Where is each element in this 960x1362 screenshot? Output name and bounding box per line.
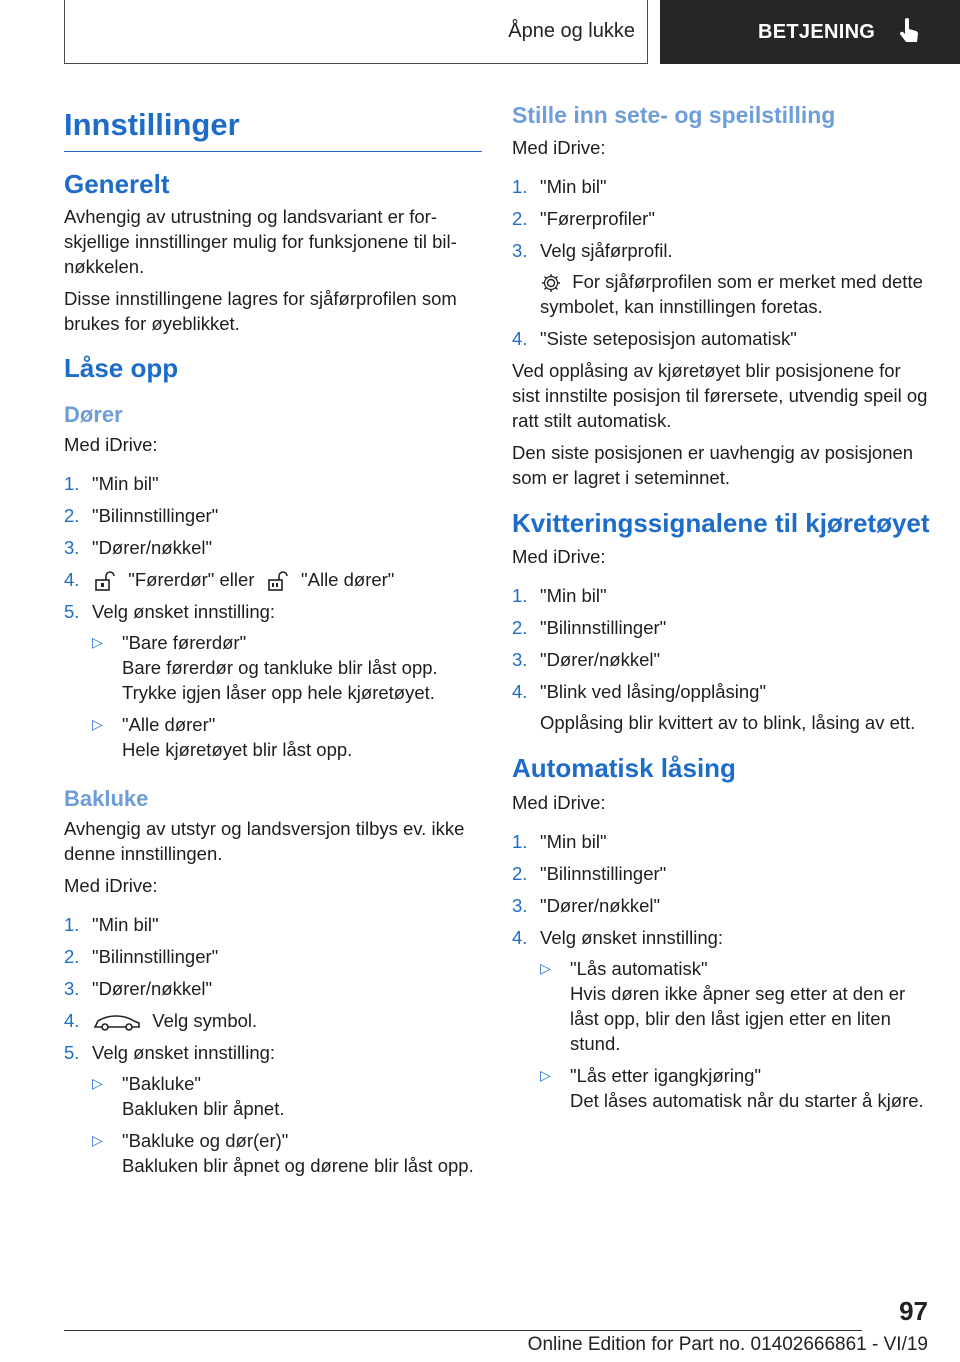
sete-intro: Med iDrive: xyxy=(512,137,606,158)
list-item: 4. "Siste seteposisjon automatisk" xyxy=(512,328,797,350)
dorer-steps xyxy=(64,471,482,769)
option-item: ▷ "Bakluke" Bakluken blir åpnet. xyxy=(92,1073,285,1120)
option-item: ▷ "Bakluke og dør(er)" Bakluken blir åpnet og dørene blir låst opp. xyxy=(92,1130,474,1177)
bakluke-paragraph: Avhengig av utstyr og landsversjon tilbys ev. ikke denne innstillingen. xyxy=(64,818,465,865)
option-item: ▷ "Alle dører" Hele kjøretøyet blir låst opp. xyxy=(92,714,353,761)
sete-steps xyxy=(512,174,932,351)
list-item: 3. "Dører/nøkkel" xyxy=(64,536,213,558)
kvitt-intro: Med iDrive: xyxy=(512,546,606,568)
list-item: 5. Velg ønsket innstilling: ▷ "Bakluke" Bakluken blir åpnet. ▷ "Bakluke og dør(er)" Bakluken blir åpnet og dørene blir låst opp. xyxy=(64,1042,474,1177)
generelt-paragraph-2: Disse innstillingene lagres for sjåførprofilen som brukes for øyeblikket. xyxy=(64,288,457,335)
auto-steps xyxy=(512,829,932,1120)
kvitt-steps xyxy=(512,583,932,735)
auto-intro: Med iDrive: xyxy=(512,792,606,813)
unlock-all-doors-icon xyxy=(265,570,291,592)
list-item: 1. "Min bil" xyxy=(64,914,159,936)
list-item: 4. Velg symbol. xyxy=(64,1010,258,1032)
bakluke-steps xyxy=(64,912,482,1185)
section-tab xyxy=(64,0,648,64)
option-item: ▷ "Lås etter igangkjøring" Det låses automatisk når du starter å kjøre. xyxy=(540,1065,924,1111)
triangle-bullet-icon: ▷ xyxy=(92,1075,103,1092)
list-item: 5. Velg ønsket innstilling: ▷ "Bare førerdør" Bare førerdør og tankluke blir låst opp. Trykke igjen låser opp hele kjøretøyet. ▷ "Alle dører" Hele kjøretøyet blir låst opp. xyxy=(64,599,482,769)
footer-divider xyxy=(64,1330,862,1331)
car-tailgate-icon xyxy=(92,1012,142,1032)
unlock-driver-door-icon xyxy=(92,570,118,592)
list-item: 1. "Min bil" xyxy=(512,176,607,197)
sete-paragraph-2: Den siste posisjonen er uavhengig av posisjonen som er lagret i seteminnet. xyxy=(512,442,914,489)
dorer-intro: Med iDrive: xyxy=(64,433,158,455)
triangle-bullet-icon: ▷ xyxy=(92,716,103,733)
section-title: Åpne og lukke xyxy=(508,20,635,42)
heading-generelt: Generelt xyxy=(64,169,170,200)
option-item: ▷ "Lås automatisk" Hvis døren ikke åpner seg etter at den er låst opp, blir den låst igjen etter en liten stund. xyxy=(540,958,906,1054)
list-item: 4. Velg ønsket innstilling: ▷ "Lås automatisk" Hvis døren ikke åpner seg etter at den er låst opp, blir den låst igjen etter en liten stund. ▷ "Lås etter igangkjøring" Det låses automatisk når du starter å kjøre. xyxy=(512,925,932,1120)
list-item: 1. "Min bil" xyxy=(64,472,159,494)
list-item: 1. "Min bil" xyxy=(512,585,607,607)
triangle-bullet-icon: ▷ xyxy=(540,960,551,976)
list-item: 2. "Førerprofiler" xyxy=(512,208,655,229)
chapter-title: BETJENING xyxy=(758,20,876,43)
list-item: 2. "Bilinnstillinger" xyxy=(64,946,219,968)
list-item: 3. Velg sjåførprofil. For sjåførprofilen som er merket med dette symbolet, kan innstillingen foretas. xyxy=(512,240,923,318)
hand-pointer-icon xyxy=(897,18,921,46)
page-title: Innstillinger xyxy=(64,106,482,152)
triangle-bullet-icon: ▷ xyxy=(92,1132,103,1149)
sete-paragraph-1: Ved opplåsing av kjøretøyet blir posisjonene for sist innstilte posisjon til førersete, utvendig speil og ratt stilt automatisk. xyxy=(512,360,928,432)
gear-icon xyxy=(540,272,562,294)
footer-edition: Online Edition for Part no. 01402666861 - VI/19 xyxy=(527,1334,928,1355)
list-item: 4. "Førerdør" eller "Alle dører" xyxy=(64,567,482,592)
list-item: 3. "Dører/nøkkel" xyxy=(512,895,661,916)
list-item: 3. "Dører/nøkkel" xyxy=(512,649,661,671)
heading-automatisk: Automatisk låsing xyxy=(512,753,736,784)
generelt-paragraph-1: Avhengig av utrustning og landsvariant er forskjellige innstillinger mulig for funksjonene til bilnøkkelen. xyxy=(64,206,457,278)
right-column xyxy=(512,102,932,1127)
list-item: 2. "Bilinnstillinger" xyxy=(64,504,219,526)
heading-kvittering: Kvitteringssignalene til kjøretøyet xyxy=(512,508,930,539)
left-column xyxy=(64,96,482,1192)
list-item: 2. "Bilinnstillinger" xyxy=(512,617,667,639)
list-item: 1. "Min bil" xyxy=(512,831,607,852)
heading-bakluke: Bakluke xyxy=(64,786,149,812)
list-item: 3. "Dører/nøkkel" xyxy=(64,978,213,1000)
page-header xyxy=(64,0,960,64)
heading-dorer: Dører xyxy=(64,401,123,427)
triangle-bullet-icon: ▷ xyxy=(92,634,103,651)
bakluke-intro: Med iDrive: xyxy=(64,875,158,897)
page-number: 97 xyxy=(899,1296,928,1326)
list-item: 2. "Bilinnstillinger" xyxy=(512,863,667,884)
triangle-bullet-icon: ▷ xyxy=(540,1067,551,1083)
heading-lase-opp: Låse opp xyxy=(64,353,179,384)
heading-sete: Stille inn sete- og speilstilling xyxy=(512,102,836,128)
chapter-tab xyxy=(660,0,960,64)
option-item: ▷ "Bare førerdør" Bare førerdør og tankluke blir låst opp. Trykke igjen låser opp hele kjøretøyet. xyxy=(92,632,438,704)
list-item: 4. "Blink ved låsing/opplåsing" Opplåsing blir kvittert av to blink, låsing av ett. xyxy=(512,681,916,734)
